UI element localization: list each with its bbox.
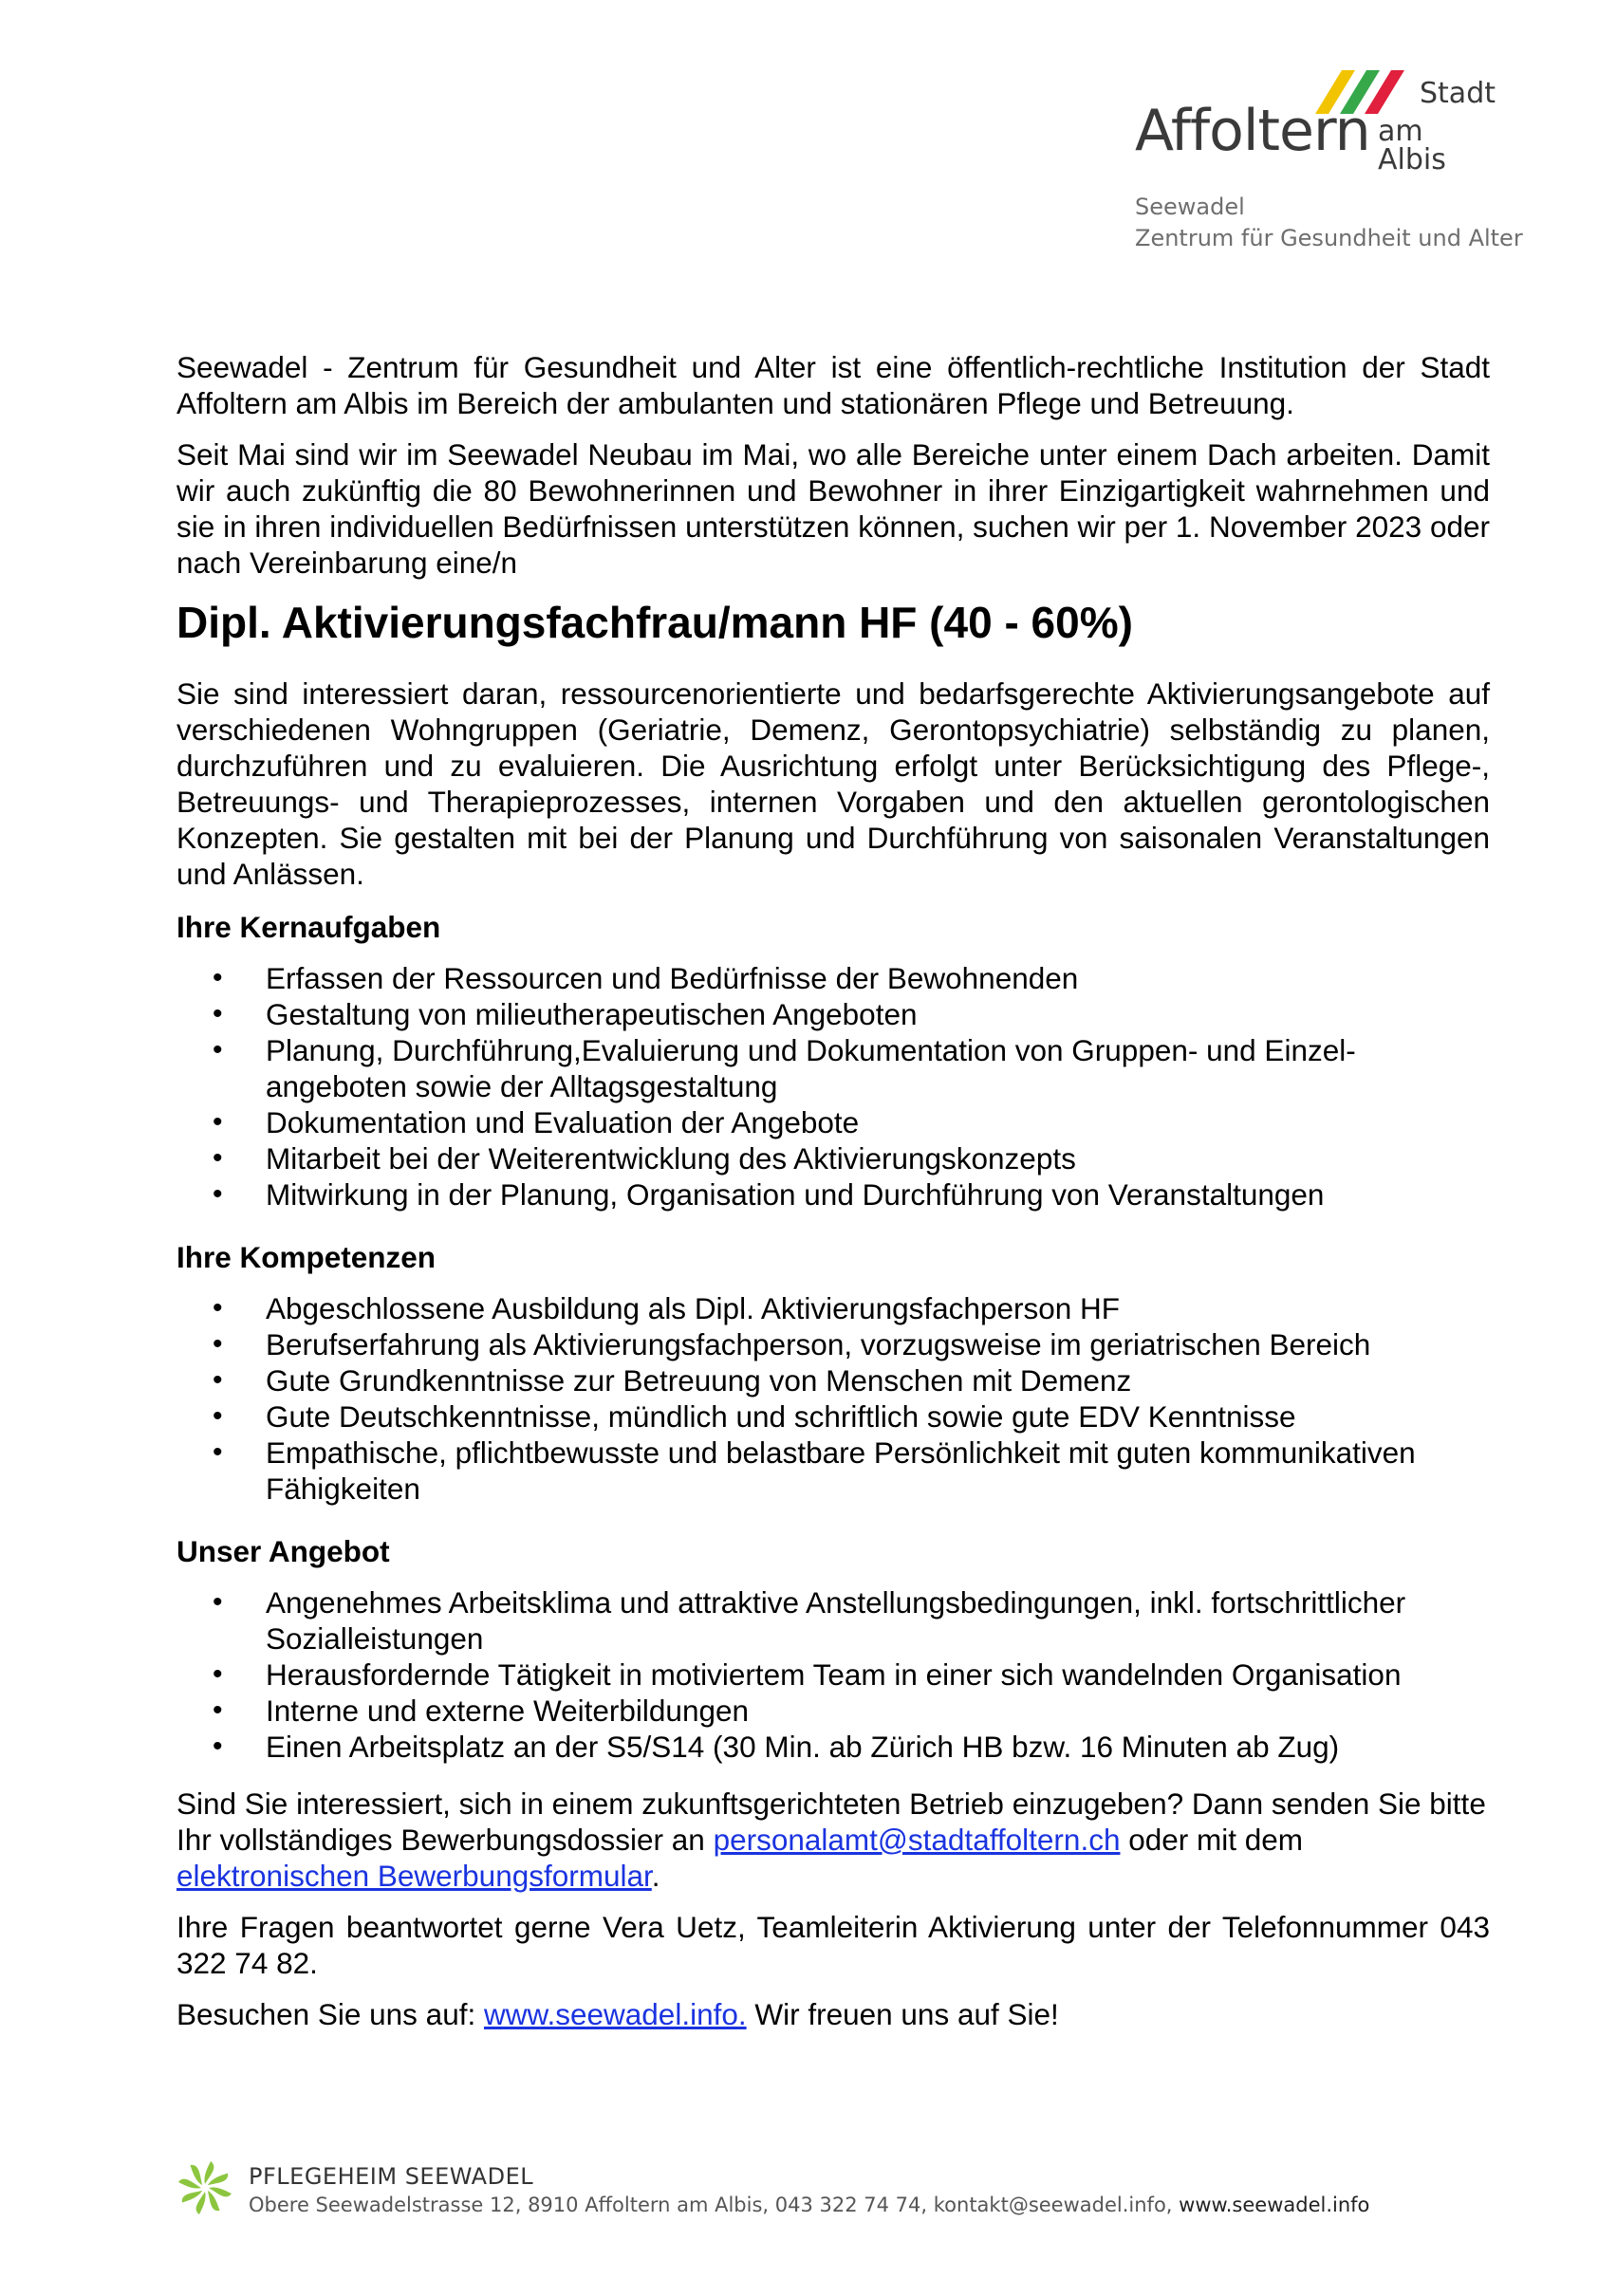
list-item: • Einen Arbeitsplatz an der S5/S14 (30 Min. ab Zürich HB bzw. 16 Minuten ab Zug) [177, 1729, 1490, 1765]
questions-paragraph: Ihre Fragen beantwortet gerne Vera Uetz, Teamleiterin Aktivierung unter der Telefonnummer 043 322 74 82. [177, 1910, 1490, 1980]
logo-subtitle [1135, 192, 1523, 254]
footer-organization-name: PFLEGEHEIM SEEWADEL [249, 2163, 534, 2190]
stadt-affoltern-logo [1135, 70, 1523, 260]
logo-affoltern: Affoltern [1135, 98, 1370, 164]
list-angebot [177, 1584, 1490, 1765]
footer [177, 2159, 1505, 2226]
email-link[interactable]: personalamt@stadtaffoltern.ch [713, 1823, 1121, 1857]
list-item: • Mitarbeit bei der Weiterentwicklung des Aktivierungskonzepts [177, 1140, 1490, 1176]
section-heading-kompetenzen: Ihre Kompetenzen [177, 1240, 437, 1274]
apply-text: oder mit dem [1120, 1823, 1304, 1857]
job-posting-body [177, 349, 1490, 2047]
logo-am-albis: am Albis [1378, 115, 1446, 176]
list-item: • Interne und externe Weiterbildungen [177, 1693, 1490, 1729]
seewadel-swirl-logo-icon [177, 2159, 233, 2216]
visit-text: Wir freuen uns auf Sie! [746, 1997, 1059, 2031]
website-link[interactable]: www.seewadel.info. [483, 1997, 747, 2031]
visit-paragraph [177, 1996, 1490, 2032]
list-item: • Empathische, pflichtbewusste und belastbare Persönlichkeit mit guten kommunikativen Fähigkeiten [177, 1435, 1490, 1507]
logo-subtitle-line2: Zentrum für Gesundheit und Alter [1135, 225, 1523, 251]
job-description: Sie sind interessiert daran, ressourcenorientierte und bedarfsgerechte Aktivierungsangebote auf verschiedenen Wohngruppen (Geriatrie, Demenz, Gerontopsychiatrie) selbständig zu planen, durchzuführen und zu evaluieren. Die Ausrichtung erfolgt unter Berücksichtigung des Pflege-, Betreuungs- und Therapieprozesses, internen Vorgaben und den aktuellen gerontologischen Konzepten. Sie gestalten mit bei der Planung und Durchführung von saisonalen Veranstaltungen und Anlässen. [177, 676, 1490, 891]
list-item: • Dokumentation und Evaluation der Angebote [177, 1104, 1490, 1140]
logo-stadt: Stadt [1420, 77, 1496, 110]
application-form-link[interactable]: elektronischen Bewerbungsformular [177, 1859, 652, 1893]
list-kernaufgaben [177, 960, 1490, 1213]
footer-address [249, 2195, 1369, 2215]
visit-text: Besuchen Sie uns auf: [177, 1997, 484, 2031]
job-title: Dipl. Aktivierungsfachfrau/mann HF (40 - 60%) [177, 598, 1133, 647]
apply-text: Sind Sie interessiert, sich in einem zukunftsgerichteten Betrieb einzugeben? Dann senden Sie bitte Ihr vollständiges Bewerbungsdossier an [177, 1787, 1486, 1857]
list-item: • Gute Deutschkenntnisse, mündlich und schriftlich sowie gute EDV Kenntnisse [177, 1398, 1490, 1435]
apply-text: . [651, 1859, 660, 1893]
list-item: • Herausfordernde Tätigkeit in motiviertem Team in einer sich wandelnden Organisation [177, 1657, 1490, 1693]
list-item: • Gestaltung von milieutherapeutischen Angeboten [177, 996, 1490, 1032]
apply-paragraph [177, 1786, 1490, 1894]
list-kompetenzen [177, 1290, 1490, 1507]
list-item: • Erfassen der Ressourcen und Bedürfnisse der Bewohnenden [177, 960, 1490, 996]
list-item: • Berufserfahrung als Aktivierungsfachperson, vorzugsweise im geriatrischen Bereich [177, 1326, 1490, 1362]
list-item: • Abgeschlossene Ausbildung als Dipl. Aktivierungsfachperson HF [177, 1290, 1490, 1326]
section-heading-kernaufgaben: Ihre Kernaufgaben [177, 910, 441, 944]
intro-paragraph-1: Seewadel - Zentrum für Gesundheit und Alter ist eine öffentlich-rechtliche Institution der Stadt Affoltern am Albis im Bereich der ambulanten und stationären Pflege und Betreuung. [177, 350, 1490, 420]
list-item: • Mitwirkung in der Planung, Organisation und Durchführung von Veranstaltungen [177, 1176, 1490, 1213]
footer-address-text: Obere Seewadelstrasse 12, 8910 Affoltern am Albis, 043 322 74 74, kontakt@seewadel.info, [249, 2194, 1180, 2216]
list-item: • Angenehmes Arbeitsklima und attraktive Anstellungsbedingungen, inkl. fortschrittlicher Sozialleistungen [177, 1584, 1490, 1657]
intro-paragraph-2: Seit Mai sind wir im Seewadel Neubau im Mai, wo alle Bereiche unter einem Dach arbeiten. Damit wir auch zukünftig die 80 Bewohnerinnen und Bewohner in ihrer Einzigartigkeit wahrnehmen und sie in ihren individuellen Bedürfnissen unterstützen können, suchen wir per 1. November 2023 oder nach Vereinbarung eine/n [177, 437, 1490, 580]
list-item: • Gute Grundkenntnisse zur Betreuung von Menschen mit Demenz [177, 1362, 1490, 1398]
section-heading-angebot: Unser Angebot [177, 1534, 390, 1568]
list-item: • Planung, Durchführung,Evaluierung und Dokumentation von Gruppen- und Einzel- angeboten sowie der Alltagsgestaltung [177, 1032, 1490, 1104]
footer-website[interactable]: www.seewadel.info [1179, 2194, 1370, 2216]
logo-subtitle-line1: Seewadel [1135, 194, 1245, 220]
